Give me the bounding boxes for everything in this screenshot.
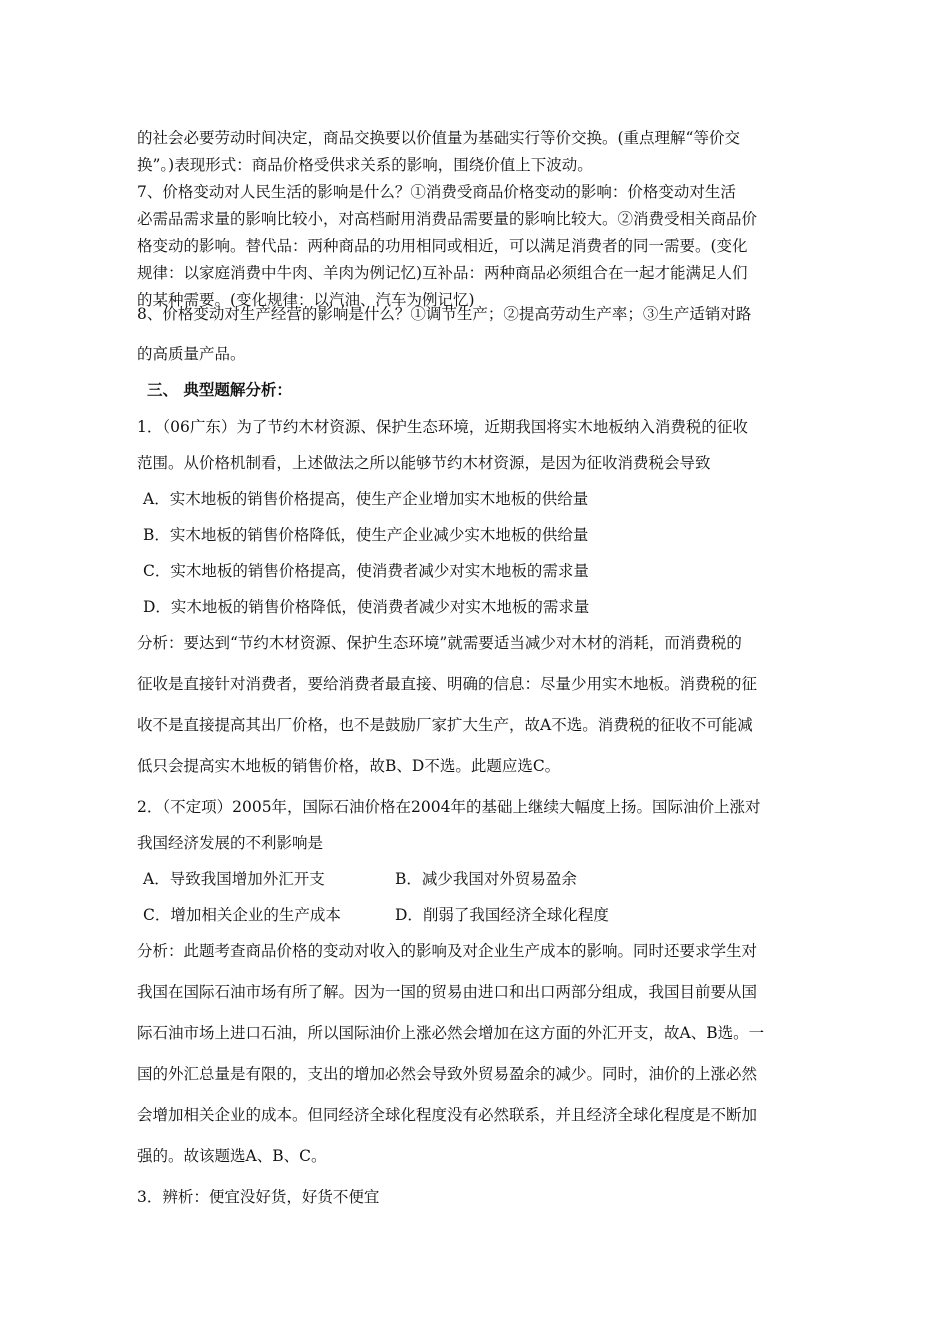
question-2-analysis: 会增加相关企业的成本。但同经济全球化程度没有必然联系，并且经济全球化程度是不断加 xyxy=(137,1106,758,1124)
item-8-line: 的高质量产品。 xyxy=(137,345,246,363)
question-2-option-d: D．削弱了我国经济全球化程度 xyxy=(395,906,609,924)
question-2-analysis: 我国在国际石油市场有所了解。因为一国的贸易由进口和出口两部分组成，我国目前要从国 xyxy=(137,983,758,1001)
paragraph-line: 换”。)表现形式：商品价格受供求关系的影响，围绕价值上下波动。 xyxy=(137,156,593,174)
question-1-stem: 范围。从价格机制看，上述做法之所以能够节约木材资源，是因为征收消费税会导致 xyxy=(137,454,711,472)
question-2-options-row xyxy=(143,903,609,925)
question-2-analysis: 国的外汇总量是有限的，支出的增加必然会导致外贸易盈余的减少。同时，油价的上涨必然 xyxy=(137,1065,758,1083)
question-1-analysis: 低只会提高实木地板的销售价格，故B、D不选。此题应选C。 xyxy=(137,757,561,775)
question-2-stem: 2．（不定项）2005年，国际石油价格在2004年的基础上继续大幅度上扬。国际油价上涨对 xyxy=(137,798,761,816)
question-2-analysis: 强的。故该题选A、B、C。 xyxy=(137,1147,327,1165)
item-7-line: 的某种需要。(变化规律：以汽油、汽车为例记忆) xyxy=(137,291,475,309)
item-7-line: 格变动的影响。替代品：两种商品的功用相同或相近，可以满足消费者的同一需要。(变化 xyxy=(137,237,748,255)
question-1-option-c: C．实木地板的销售价格提高，使消费者减少对实木地板的需求量 xyxy=(143,562,589,580)
question-2-stem: 我国经济发展的不利影响是 xyxy=(137,834,324,852)
question-2-options-row xyxy=(143,867,577,889)
item-7-line: 7、价格变动对人民生活的影响是什么？①消费受商品价格变动的影响：价格变动对生活 xyxy=(137,183,736,201)
item-7-line: 必需品需求量的影响比较小，对高档耐用消费品需要量的影响比较大。②消费受相关商品价 xyxy=(137,210,758,228)
question-2-analysis: 分析：此题考查商品价格的变动对收入的影响及对企业生产成本的影响。同时还要求学生对 xyxy=(137,942,758,960)
question-1-option-a: A．实木地板的销售价格提高，使生产企业增加实木地板的供给量 xyxy=(143,490,589,508)
item-8-line: 8、价格变动对生产经营的影响是什么？①调节生产；②提高劳动生产率；③生产适销对路 xyxy=(137,305,752,323)
question-2-option-a: A．导致我国增加外汇开支 xyxy=(143,870,325,888)
question-3-stem: 3．辨析：便宜没好货，好货不便宜 xyxy=(137,1188,380,1206)
question-2-option-c: C．增加相关企业的生产成本 xyxy=(143,906,341,924)
question-1-analysis: 分析：要达到“节约木材资源、保护生态环境”就需要适当减少对木材的消耗，而消费税的 xyxy=(137,634,742,652)
question-1-analysis: 征收是直接针对消费者，要给消费者最直接、明确的信息：尽量少用实木地板。消费税的征 xyxy=(137,675,758,693)
paragraph-line: 的社会必要劳动时间决定，商品交换要以价值量为基础实行等价交换。(重点理解“等价交 xyxy=(137,129,740,147)
question-1-option-d: D．实木地板的销售价格降低，使消费者减少对实木地板的需求量 xyxy=(143,598,590,616)
section-heading: 三、 典型题解分析： xyxy=(147,380,292,399)
question-1-option-b: B．实木地板的销售价格降低，使生产企业减少实木地板的供给量 xyxy=(143,526,589,544)
question-2-option-b: B．减少我国对外贸易盈余 xyxy=(395,870,577,888)
item-7-line: 规律：以家庭消费中牛肉、羊肉为例记忆)互补品：两种商品必须组合在一起才能满足人们 xyxy=(137,264,748,282)
question-1-stem: 1．（06广东）为了节约木材资源、保护生态环境，近期我国将实木地板纳入消费税的征收 xyxy=(137,418,748,436)
question-2-analysis: 际石油市场上进口石油，所以国际油价上涨必然会增加在这方面的外汇开支，故A、B选。一 xyxy=(137,1024,765,1042)
question-1-analysis: 收不是直接提高其出厂价格，也不是鼓励厂家扩大生产，故A不选。消费税的征收不可能减 xyxy=(137,716,753,734)
